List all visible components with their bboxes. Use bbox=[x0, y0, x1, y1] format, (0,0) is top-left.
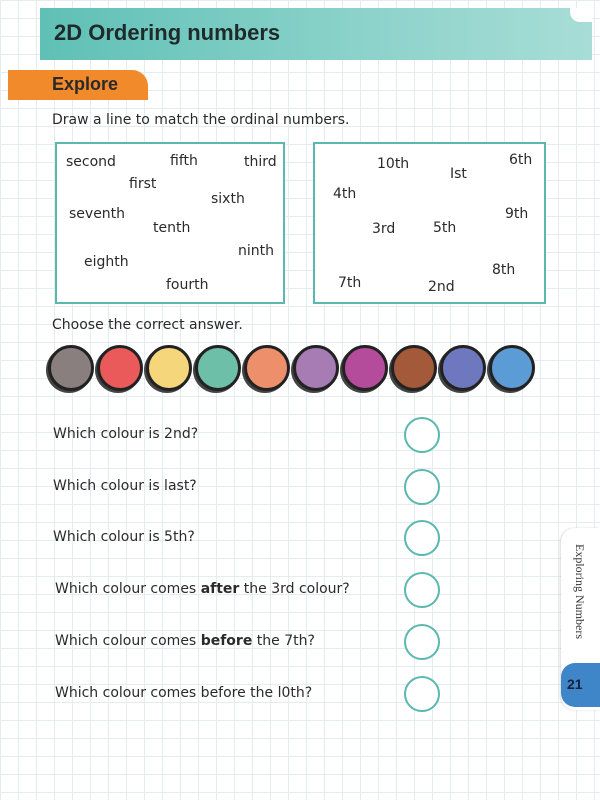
ordinal-word[interactable]: seventh bbox=[69, 206, 126, 222]
ordinal-word[interactable]: sixth bbox=[211, 191, 245, 207]
colour-dot-8[interactable] bbox=[391, 345, 437, 391]
colour-dot-4[interactable] bbox=[195, 345, 241, 391]
question-part: Which colour is 2nd? bbox=[53, 426, 199, 442]
question-part: Which colour comes before the l0th? bbox=[55, 685, 313, 701]
ordinal-numeral[interactable]: 4th bbox=[333, 186, 357, 202]
ordinal-word[interactable]: ninth bbox=[238, 243, 274, 259]
ordinal-numeral[interactable]: 5th bbox=[433, 220, 457, 236]
ordinal-numeral[interactable]: 9th bbox=[505, 206, 529, 222]
colour-dot-9[interactable] bbox=[440, 345, 486, 391]
colour-dot-2[interactable] bbox=[97, 345, 143, 391]
question-text bbox=[53, 478, 197, 494]
chapter-label: Exploring Numbers bbox=[573, 544, 587, 639]
question-part: Which colour comes bbox=[55, 633, 201, 649]
question-emphasis: before bbox=[200, 633, 253, 649]
colour-dot-3[interactable] bbox=[146, 345, 192, 391]
question-part: Which colour comes bbox=[55, 581, 201, 597]
answer-circle[interactable] bbox=[404, 624, 440, 660]
title-bar bbox=[40, 8, 592, 60]
answer-circle[interactable] bbox=[404, 572, 440, 608]
question-text bbox=[55, 685, 312, 701]
page-number-badge bbox=[561, 663, 600, 707]
ordinal-word[interactable]: fifth bbox=[170, 153, 198, 169]
question-emphasis: after bbox=[200, 581, 240, 597]
colour-dot-7[interactable] bbox=[342, 345, 388, 391]
answer-circle[interactable] bbox=[404, 520, 440, 556]
answer-circle[interactable] bbox=[404, 469, 440, 505]
word-box bbox=[55, 142, 285, 304]
page-title: 2D Ordering numbers bbox=[54, 20, 281, 45]
ordinal-numeral[interactable]: 7th bbox=[338, 275, 362, 291]
ordinal-numeral[interactable]: Ist bbox=[450, 166, 467, 182]
ordinal-numeral[interactable]: 6th bbox=[509, 152, 533, 168]
ordinal-word[interactable]: second bbox=[66, 154, 116, 170]
page-number: 21 bbox=[567, 676, 583, 692]
question-text bbox=[55, 581, 350, 597]
title-corner bbox=[570, 8, 592, 22]
colour-dot-5[interactable] bbox=[244, 345, 290, 391]
question-part: Which colour is last? bbox=[53, 478, 197, 494]
ordinal-numeral[interactable]: 8th bbox=[492, 262, 516, 278]
ordinal-word[interactable]: eighth bbox=[84, 254, 129, 270]
ordinal-numeral[interactable]: 3rd bbox=[372, 221, 396, 237]
question-part: Which colour is 5th? bbox=[53, 529, 195, 545]
question-part: the 7th? bbox=[252, 633, 315, 649]
ordinal-numeral[interactable]: 10th bbox=[377, 156, 410, 172]
choose-instruction: Choose the correct answer. bbox=[52, 317, 243, 333]
answer-circle[interactable] bbox=[404, 676, 440, 712]
ordinal-word[interactable]: third bbox=[244, 154, 277, 170]
colour-dot-10[interactable] bbox=[489, 345, 535, 391]
match-instruction: Draw a line to match the ordinal numbers. bbox=[52, 112, 350, 128]
section-tab bbox=[8, 70, 148, 100]
question-text bbox=[53, 426, 198, 442]
colour-dot-1[interactable] bbox=[48, 345, 94, 391]
question-part: the 3rd colour? bbox=[239, 581, 350, 597]
section-label: Explore bbox=[52, 74, 119, 94]
ordinal-numeral[interactable]: 2nd bbox=[428, 279, 455, 295]
colour-dot-row bbox=[48, 345, 538, 393]
question-text bbox=[53, 529, 195, 545]
ordinal-word[interactable]: first bbox=[129, 176, 157, 192]
ordinal-word[interactable]: fourth bbox=[166, 277, 209, 293]
numeral-box bbox=[313, 142, 546, 304]
colour-dot-6[interactable] bbox=[293, 345, 339, 391]
ordinal-word[interactable]: tenth bbox=[153, 220, 191, 236]
answer-circle[interactable] bbox=[404, 417, 440, 453]
question-text bbox=[55, 633, 315, 649]
